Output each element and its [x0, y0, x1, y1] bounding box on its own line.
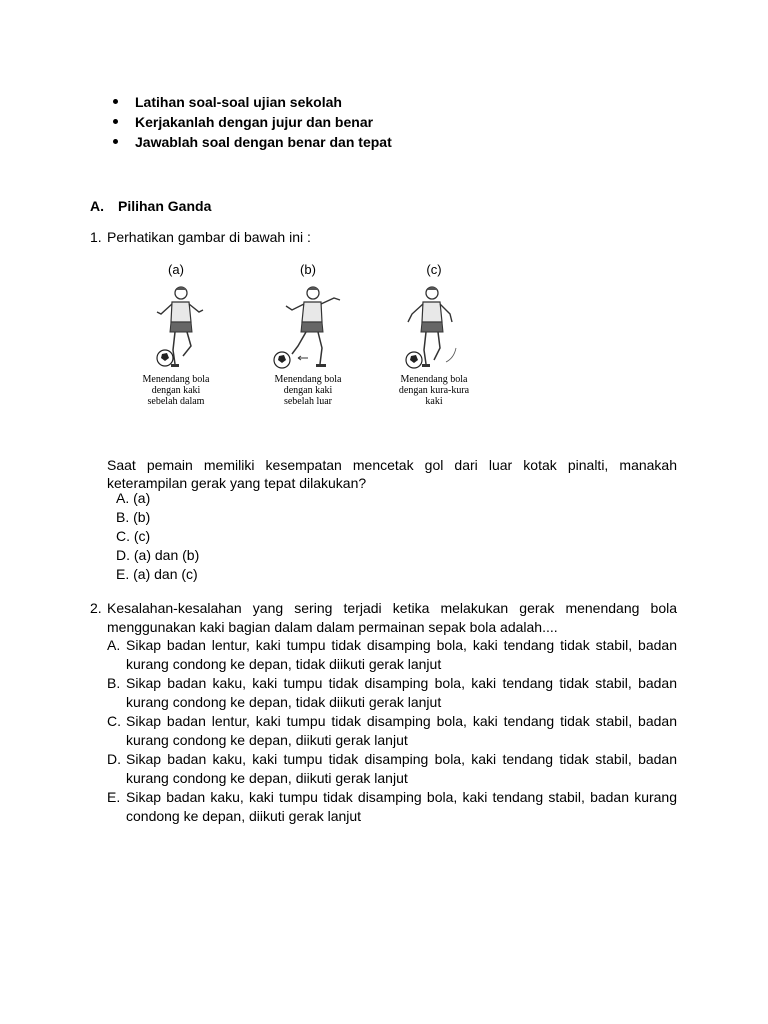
answer-option[interactable]: E. (a) dan (c) — [116, 566, 198, 582]
kick-figure — [130, 262, 490, 422]
instruction-item: Kerjakanlah dengan jujur dan benar — [113, 113, 392, 133]
figure-label: (c) — [426, 262, 442, 277]
answer-option[interactable]: C. (c) — [116, 528, 151, 544]
question-number: 2. — [90, 600, 102, 616]
bullet-icon — [113, 119, 118, 124]
option-letter: B. — [107, 675, 121, 691]
option-text: Sikap badan lentur, kaki tumpu tidak disamping bola, kaki tendang tidak stabil, badan kurang condong ke depan, tidak diikuti gerak lanjut — [126, 637, 677, 672]
answer-option[interactable] — [107, 788, 677, 826]
option-letter: E. — [107, 789, 121, 805]
figure-a — [126, 262, 226, 407]
option-letter: C. — [107, 713, 121, 729]
figure-caption: Menendang bola dengan kaki sebelah luar — [274, 374, 342, 407]
question-1-options — [116, 489, 199, 584]
option-letter: A. — [107, 637, 121, 653]
option-text: Sikap badan kaku, kaki tumpu tidak disamping bola, kaki tendang stabil, badan kurang condong ke depan, diikuti gerak lanjut — [126, 789, 677, 824]
figure-caption: Menendang bola dengan kura-kura kaki — [398, 374, 470, 407]
option-text: Sikap badan lentur, kaki tumpu tidak disamping bola, kaki tendang tidak stabil, badan kurang condong ke depan, diikuti gerak lanjut — [126, 713, 677, 748]
answer-option[interactable] — [107, 712, 677, 750]
figure-c — [384, 262, 484, 407]
option-letter: D. — [107, 751, 121, 767]
instruction-item: Latihan soal-soal ujian sekolah — [113, 93, 392, 113]
player-outside-kick-image — [268, 282, 348, 372]
figure-label: (b) — [300, 262, 316, 277]
question-2-options — [107, 636, 677, 826]
player-inside-kick-image — [141, 282, 211, 372]
instruction-list — [113, 93, 392, 153]
section-title: Pilihan Ganda — [118, 198, 212, 214]
answer-option[interactable] — [107, 750, 677, 788]
question-number: 1. — [90, 229, 102, 245]
option-text: Sikap badan kaku, kaki tumpu tidak disamping bola, kaki tendang tidak stabil, badan kurang condong ke depan, tidak diikuti gerak lanjut — [126, 675, 677, 710]
section-heading — [90, 198, 211, 214]
answer-option[interactable]: B. (b) — [116, 509, 151, 525]
answer-option[interactable] — [107, 636, 677, 674]
section-letter: A. — [90, 198, 104, 214]
instruction-item: Jawablah soal dengan benar dan tepat — [113, 133, 392, 153]
answer-option[interactable]: D. (a) dan (b) — [116, 547, 200, 563]
figure-b — [258, 262, 358, 407]
option-text: Sikap badan kaku, kaki tumpu tidak disamping bola, kaki tendang tidak stabil, badan kurang condong ke depan, diikuti gerak lanjut — [126, 751, 677, 786]
question-prompt: Perhatikan gambar di bawah ini : — [107, 229, 311, 245]
bullet-icon — [113, 139, 118, 144]
bullet-icon — [113, 99, 118, 104]
question-2-text: Kesalahan-kesalahan yang sering terjadi ketika melakukan gerak menendang bola menggunakan kaki bagian dalam dalam permainan sepak bola adalah.... — [107, 600, 677, 635]
figure-label: (a) — [168, 262, 184, 277]
question-1-text: Saat pemain memiliki kesempatan mencetak gol dari luar kotak pinalti, manakah keterampilan gerak yang tepat dilakukan? — [107, 457, 677, 491]
figure-caption: Menendang bola dengan kaki sebelah dalam — [142, 374, 210, 407]
answer-option[interactable]: A. (a) — [116, 490, 151, 506]
answer-option[interactable] — [107, 674, 677, 712]
player-instep-kick-image — [394, 282, 474, 372]
